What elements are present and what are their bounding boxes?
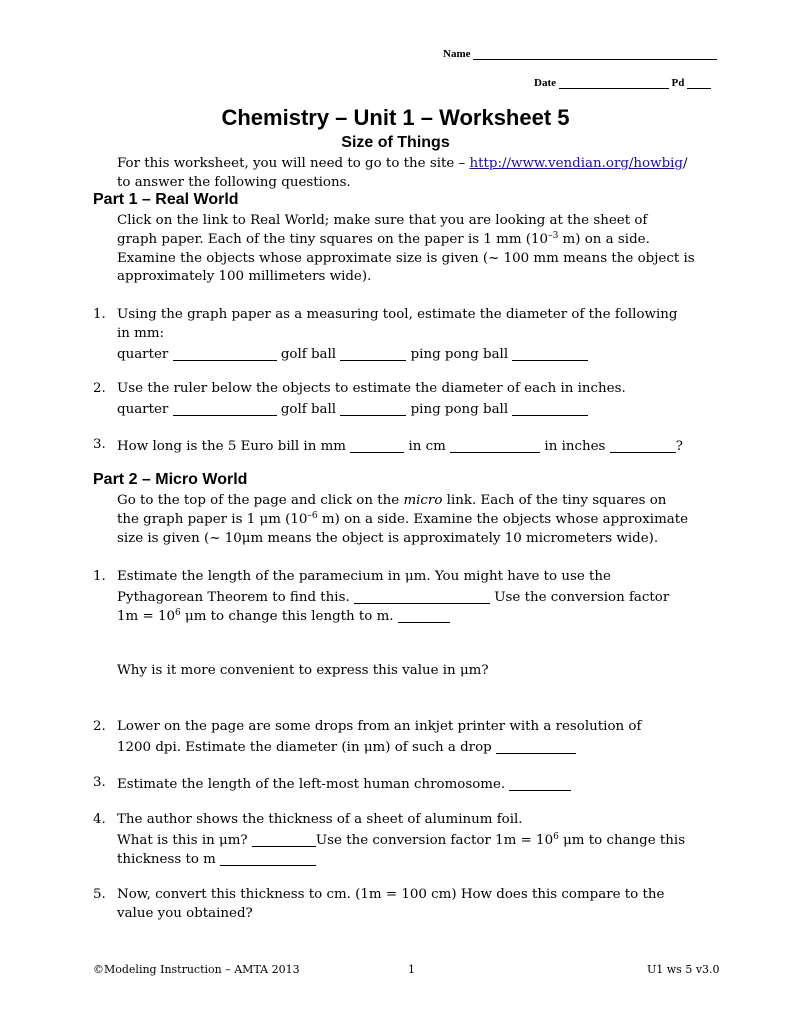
p2-q4-line-3	[117, 848, 316, 869]
name-label: Name	[443, 48, 471, 60]
euro-cm-label: in cm	[408, 439, 446, 454]
foil-um-field[interactable]	[252, 832, 316, 847]
part1-para-line-2	[117, 230, 650, 249]
intro-slash: /	[683, 156, 688, 171]
p2-q2-line-2	[117, 736, 576, 757]
p2-q2-number: 2.	[93, 719, 106, 734]
part2-heading: Part 2 – Micro World	[93, 471, 248, 488]
part1-para-line-4: approximately 100 millimeters wide).	[117, 269, 372, 284]
p2-q5-line-1: Now, convert this thickness to cm. (1m = 100 cm) How does this compare to the	[117, 887, 665, 902]
footer-page-number: 1	[408, 963, 415, 976]
pd-label: Pd	[671, 77, 685, 89]
euro-mm-label: How long is the 5 Euro bill in mm	[117, 439, 346, 454]
p2p2-pre: the graph paper is 1 μm (10	[117, 512, 308, 527]
p2p2-sup: –6	[307, 511, 318, 521]
name-row	[443, 47, 717, 60]
intro-line-2: to answer the following questions.	[117, 175, 351, 190]
p2p1-post: link. Each of the tiny squares on	[442, 493, 667, 508]
ping-pong-in-field[interactable]	[512, 401, 588, 416]
part1-heading: Part 1 – Real World	[93, 191, 239, 208]
p2-pre: graph paper. Each of the tiny squares on the paper is 1 mm (10	[117, 232, 549, 247]
name-field[interactable]	[473, 47, 717, 60]
date-label: Date	[534, 77, 556, 89]
quarter-label: quarter	[117, 402, 169, 417]
golf-ball-label: golf ball	[280, 347, 337, 362]
p2-q1-line-3	[117, 605, 450, 626]
p2-post: m) on a side.	[558, 232, 650, 247]
p2-q4-line-2	[117, 829, 685, 850]
foil-um-text: What is this in μm?	[117, 833, 248, 848]
intro-text: For this worksheet, you will need to go to the site –	[117, 156, 470, 171]
golf-ball-label: golf ball	[280, 402, 337, 417]
p2p2-post: m) on a side. Examine the objects whose approximate	[317, 512, 689, 527]
part2-para-line-1	[117, 491, 666, 510]
p2-q2-line-1: Lower on the page are some drops from an inkjet printer with a resolution of	[117, 719, 642, 734]
p1-q1-line-1: Using the graph paper as a measuring tool, estimate the diameter of the following	[117, 307, 678, 322]
foil-m-field[interactable]	[220, 851, 316, 866]
p2-q1-line-2	[117, 586, 669, 607]
quarter-label: quarter	[117, 347, 169, 362]
foil-conv-b: μm to change this	[558, 833, 686, 848]
p2-q5-line-2: value you obtained?	[117, 906, 253, 921]
foil-m-text: thickness to m	[117, 852, 216, 867]
p2-sup: –3	[548, 231, 559, 241]
inkjet-drop-field[interactable]	[496, 739, 576, 754]
golf-ball-mm-field[interactable]	[340, 346, 406, 361]
p2-q3-number: 3.	[93, 775, 106, 790]
p2p1-pre: Go to the top of the page and click on the	[117, 493, 404, 508]
p2-q1-line-1: Estimate the length of the paramecium in μm. You might have to use the	[117, 569, 611, 584]
vendian-link[interactable]: http://www.vendian.org/howbig	[469, 156, 683, 171]
quarter-in-field[interactable]	[173, 401, 277, 416]
footer-version: U1 ws 5 v3.0	[647, 963, 720, 976]
p2-q3-line	[117, 773, 571, 794]
p1-q3-number: 3.	[93, 437, 106, 452]
conv-b: μm to change this length to m.	[180, 609, 394, 624]
date-field[interactable]	[559, 76, 669, 89]
quarter-mm-field[interactable]	[173, 346, 277, 361]
conv-a: 1m = 10	[117, 609, 175, 624]
foil-conv-sup: 6	[553, 832, 559, 842]
pythagorean-text: Pythagorean Theorem to find this.	[117, 590, 350, 605]
footer-copyright: ©Modeling Instruction – AMTA 2013	[93, 963, 300, 976]
p2-q4-line-1: The author shows the thickness of a sheet of aluminum foil.	[117, 812, 523, 827]
p1-q1-answers	[117, 343, 588, 364]
p1-q3-line	[117, 435, 683, 456]
intro-line-1	[117, 154, 688, 173]
ping-pong-mm-field[interactable]	[512, 346, 588, 361]
q3-question-mark: ?	[675, 439, 683, 454]
date-row	[534, 76, 711, 89]
euro-in-field[interactable]	[610, 438, 676, 453]
paramecium-m-field[interactable]	[398, 608, 450, 623]
chromosome-field[interactable]	[509, 776, 571, 791]
chromosome-text: Estimate the length of the left-most human chromosome.	[117, 777, 506, 792]
page-subtitle: Size of Things	[341, 134, 450, 151]
euro-mm-field[interactable]	[350, 438, 404, 453]
p2-q5-number: 5.	[93, 887, 106, 902]
p1-q2-answers	[117, 398, 588, 419]
page-title: Chemistry – Unit 1 – Worksheet 5	[221, 105, 570, 130]
conversion-text: Use the conversion factor	[494, 590, 670, 605]
euro-cm-field[interactable]	[450, 438, 540, 453]
p1-q2-line-1: Use the ruler below the objects to estimate the diameter of each in inches.	[117, 381, 626, 396]
p2-q1-why: Why is it more convenient to express this value in μm?	[117, 663, 489, 678]
p1-q2-number: 2.	[93, 381, 106, 396]
micro-word: micro	[403, 493, 443, 508]
pd-field[interactable]	[687, 76, 711, 89]
part1-para-line-1: Click on the link to Real World; make sure that you are looking at the sheet of	[117, 213, 648, 228]
foil-conv-a: Use the conversion factor 1m = 10	[315, 833, 554, 848]
p2-q4-number: 4.	[93, 812, 106, 827]
conv-sup: 6	[175, 608, 181, 618]
paramecium-um-field[interactable]	[354, 589, 490, 604]
part2-para-line-3: size is given (~ 10μm means the object is approximately 10 micrometers wide).	[117, 531, 659, 546]
ping-pong-label: ping pong ball	[410, 402, 509, 417]
part2-para-line-2	[117, 510, 688, 529]
p1-q1-line-2: in mm:	[117, 326, 165, 341]
p2-q1-number: 1.	[93, 569, 106, 584]
part1-para-line-3: Examine the objects whose approximate size is given (~ 100 mm means the object is	[117, 251, 695, 266]
ping-pong-label: ping pong ball	[410, 347, 509, 362]
golf-ball-in-field[interactable]	[340, 401, 406, 416]
euro-in-label: in inches	[544, 439, 606, 454]
inkjet-text: 1200 dpi. Estimate the diameter (in μm) of such a drop	[117, 740, 492, 755]
p1-q1-number: 1.	[93, 307, 106, 322]
